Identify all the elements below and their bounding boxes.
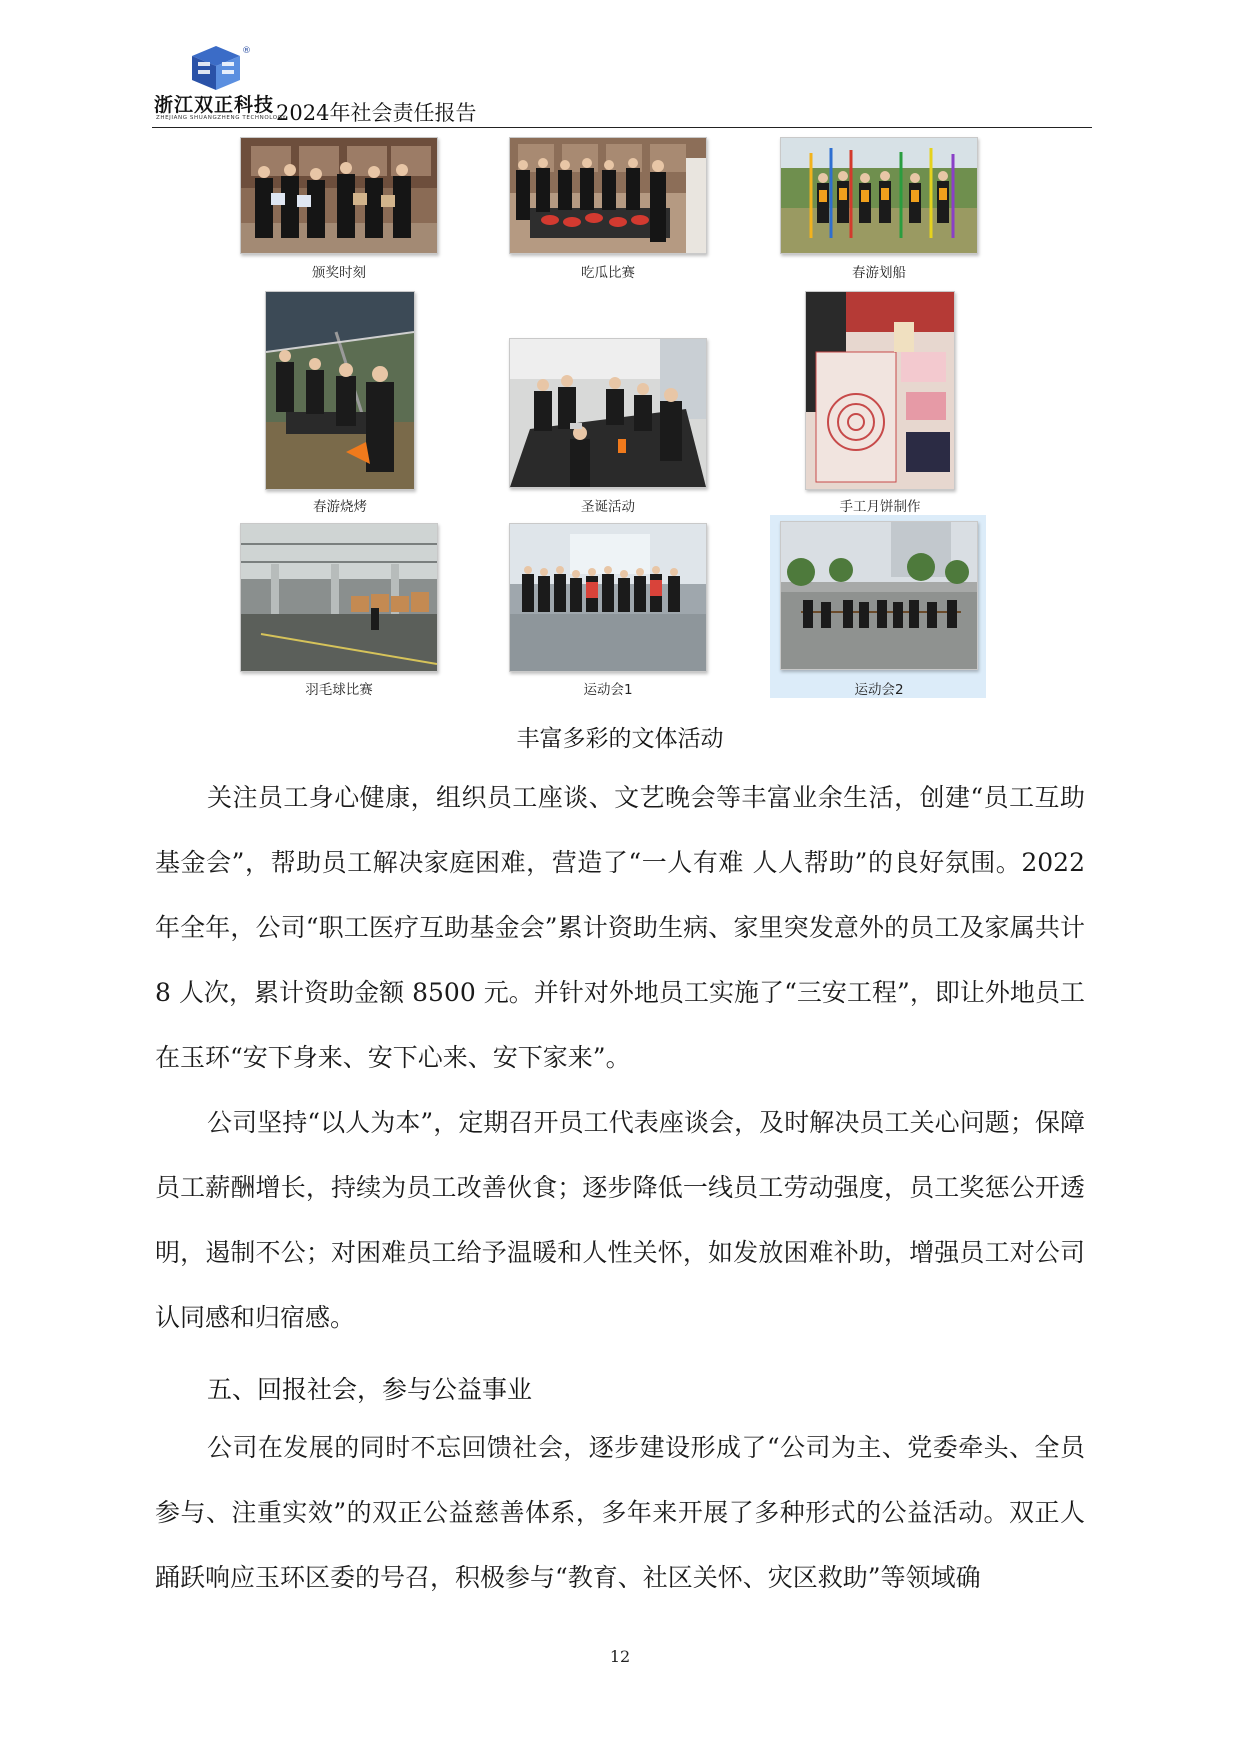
page-number: 12 [609, 1647, 631, 1666]
page-header [152, 44, 1092, 132]
photo-caption: 吃瓜比赛 [581, 265, 635, 281]
barbecue-photo-image [265, 291, 415, 490]
report-title: 2024年社会责任报告 [276, 101, 477, 125]
photo-caption: 运动会1 [583, 682, 633, 698]
logo-english-name: ZHEJIANG SHUANGZHENG TECHNOLOGY [156, 115, 287, 121]
section-heading: 五、回报社会，参与公益事业 [207, 1375, 533, 1404]
mooncake-photo-image [805, 291, 955, 490]
company-logo [152, 44, 287, 130]
paragraph-public-welfare: 公司在发展的同时不忘回馈社会，逐步建设形成了“公司为主、党委牵头、全员参与、注重实效”的双正公益慈善体系，多年来开展了多种形式的公益活动。双正人踊跃响应玉环区委的号召，积极参与“教育、社区关怀、灾区救助”等领域确 [155, 1433, 1085, 1592]
christmas-photo-image [509, 338, 707, 488]
paragraph-employee-care: 关注员工身心健康，组织员工座谈、文艺晚会等丰富业余生活，创建“员工互助基金会”，帮助员工解决家庭困难，营造了“一人有难 人人帮助”的良好氛围。2022 年全年，公司“职工医疗互助基金会”累计资助生病、家里突发意外的员工及家属共计 8 人次，累计资助金额 8500 元。并针对外地员工实施了“三安工程”，即让外地员工在玉环“安下身来、安下心来、安下家来”。 [155, 783, 1085, 1072]
photo-barbecue [265, 291, 415, 521]
photo-christmas [509, 338, 707, 521]
photo-mooncake [805, 291, 955, 521]
photo-caption: 羽毛球比赛 [305, 682, 373, 698]
figure-title: 丰富多彩的文体活动 [516, 726, 724, 752]
photo-caption: 圣诞活动 [581, 499, 635, 515]
photo-sports-day-1 [509, 523, 707, 698]
cube-logo-icon [188, 44, 244, 92]
sports-day-1-photo-image [509, 523, 707, 672]
paragraph-people-oriented: 公司坚持“以人为本”，定期召开员工代表座谈会，及时解决员工关心问题；保障员工薪酬增长，持续为员工改善伙食；逐步降低一线员工劳动强度，员工奖惩公开透明，遏制不公；对困难员工给予温暖和人性关怀，如发放困难补助，增强员工对公司认同感和归宿感。 [155, 1108, 1085, 1332]
registered-mark: ® [242, 46, 251, 56]
photo-watermelon [509, 137, 707, 282]
award-photo-image [240, 137, 438, 254]
photo-sports-day-2 [780, 521, 978, 698]
photo-award [240, 137, 438, 282]
photo-caption: 手工月饼制作 [839, 499, 921, 515]
photo-badminton [240, 523, 438, 698]
logo-company-name: 浙江双正科技 [154, 94, 275, 116]
photo-caption: 运动会2 [854, 682, 904, 698]
sports-day-2-photo-image [780, 521, 978, 670]
badminton-photo-image [240, 523, 438, 672]
photo-caption: 春游烧烤 [313, 499, 367, 515]
photo-caption: 春游划船 [852, 265, 906, 281]
header-divider [152, 127, 1092, 128]
watermelon-photo-image [509, 137, 707, 254]
photo-caption: 颁奖时刻 [312, 265, 366, 281]
boating-photo-image [780, 137, 978, 254]
photo-boating [780, 137, 978, 282]
